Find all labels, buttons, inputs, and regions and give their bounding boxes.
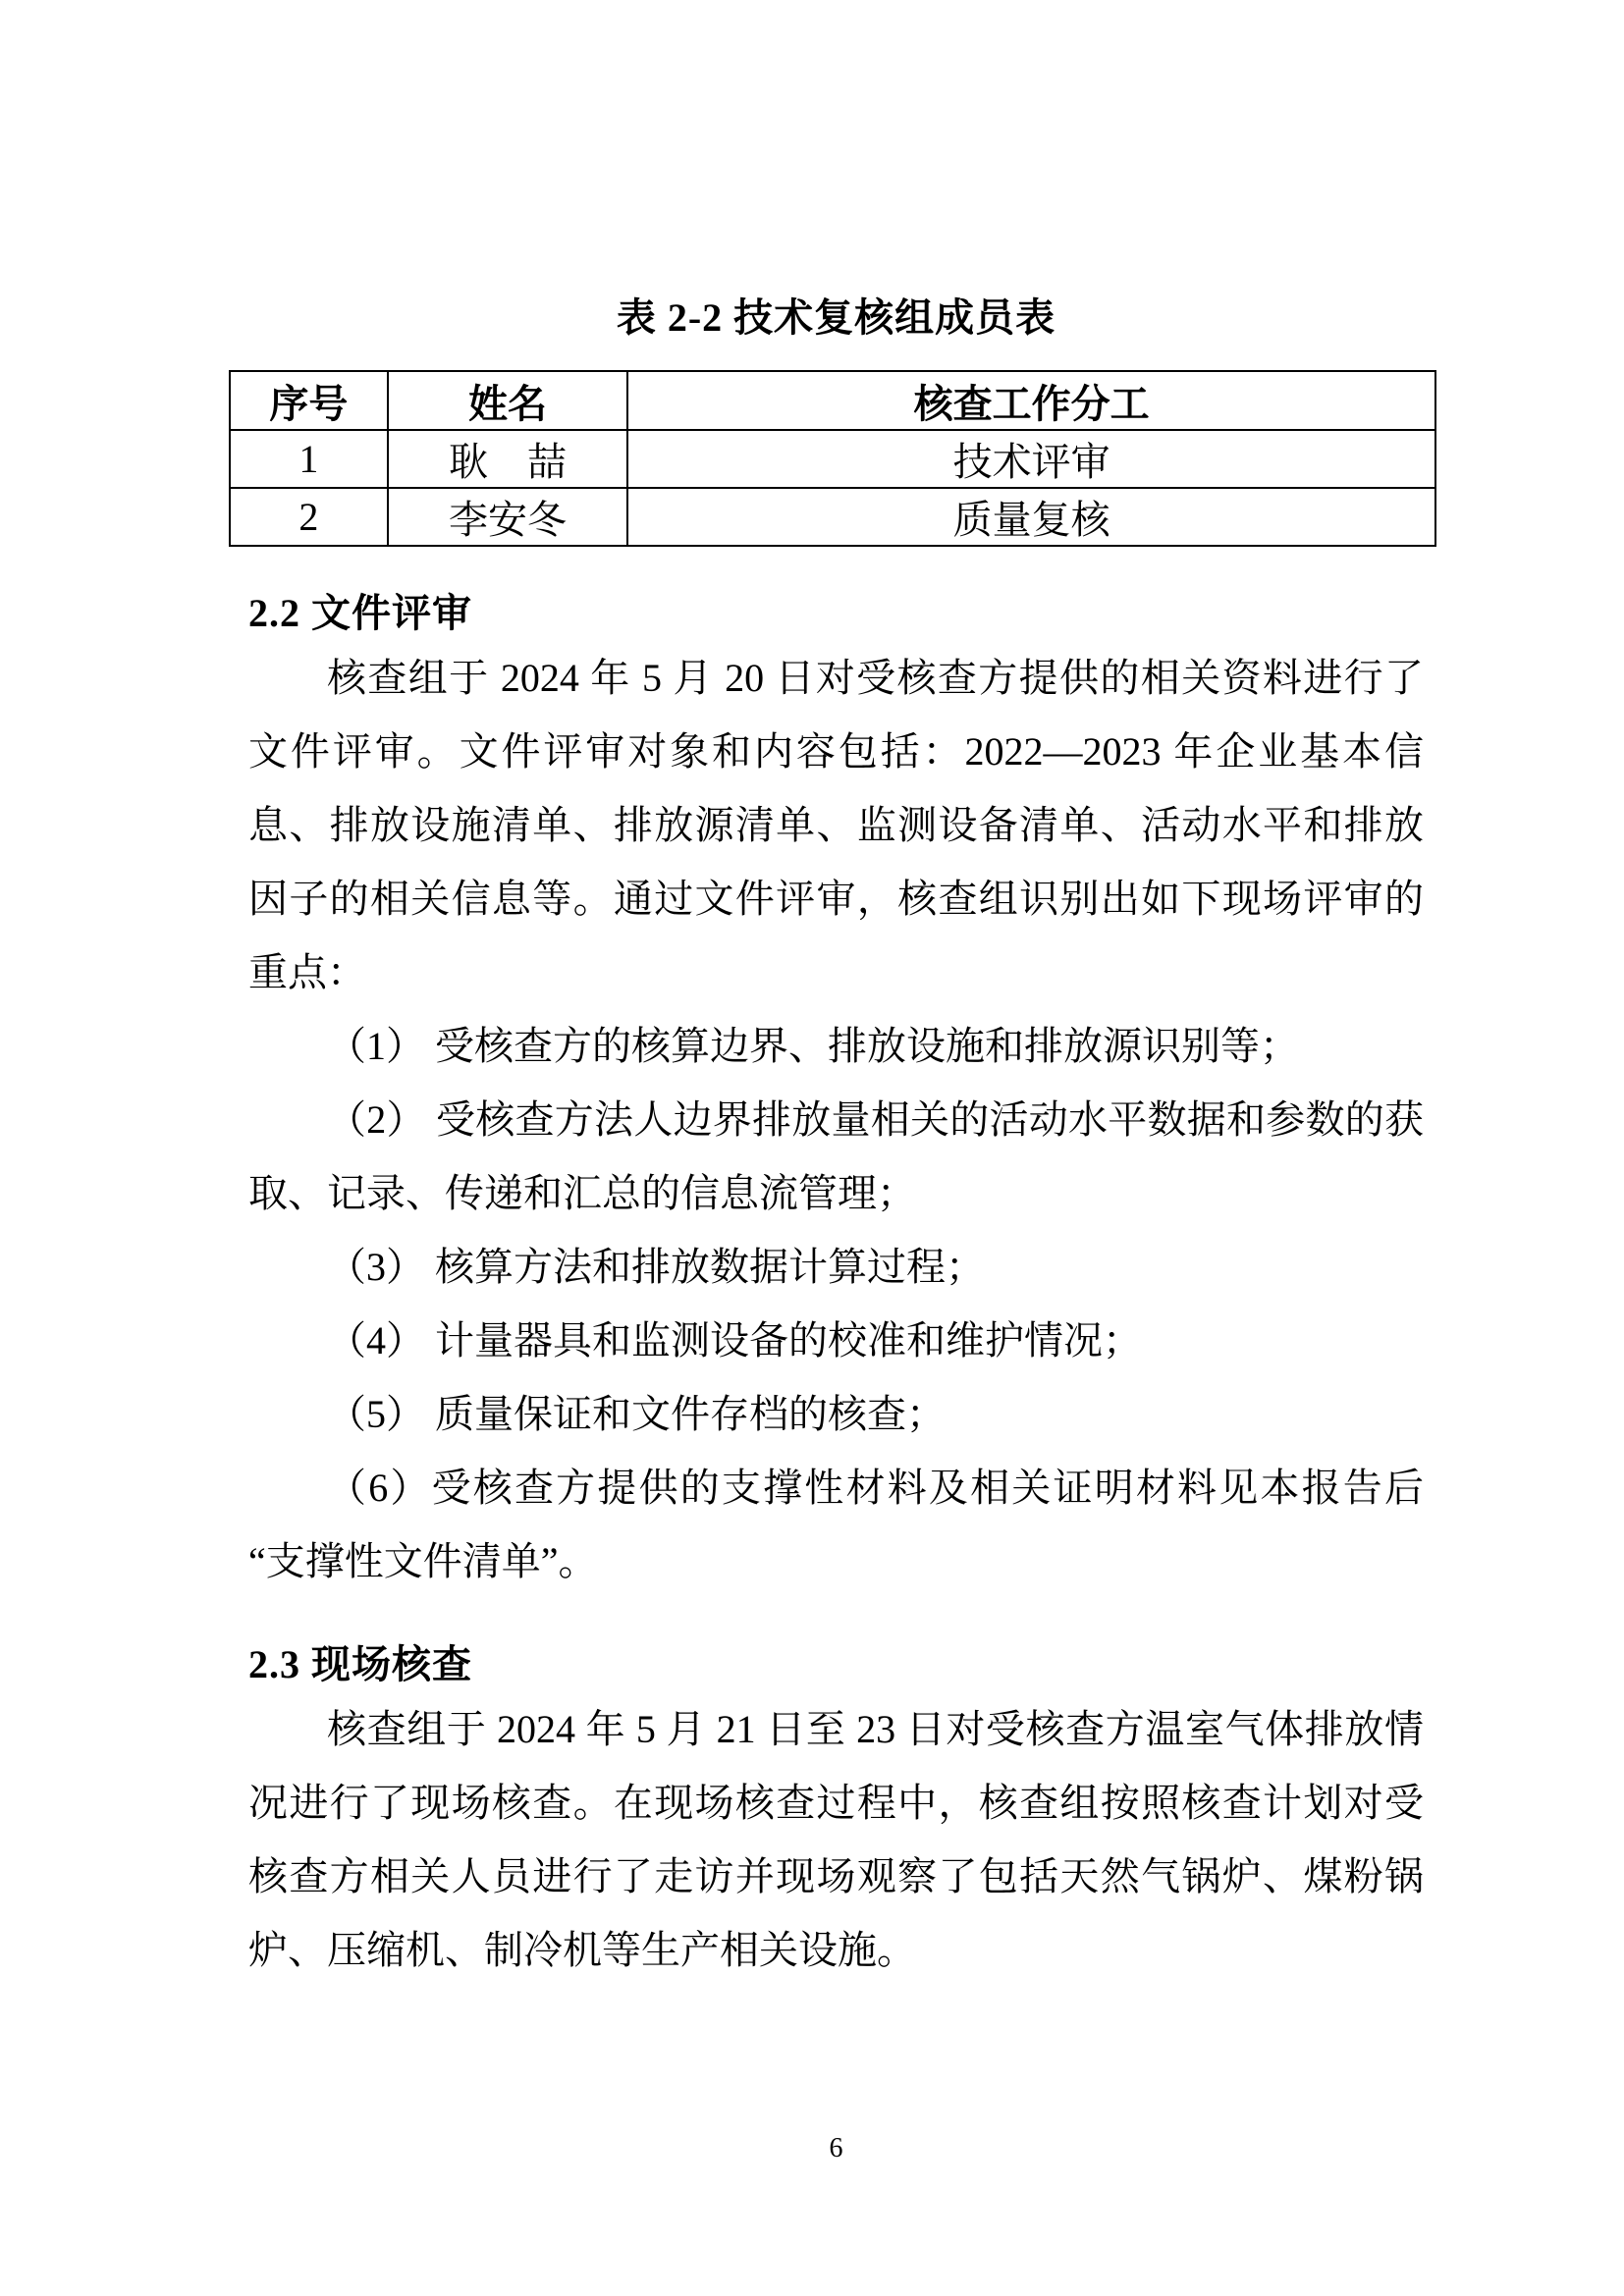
table-row bbox=[230, 488, 1435, 546]
table-header-row bbox=[230, 371, 1435, 430]
list-item-6: （6）受核查方提供的支撑性材料及相关证明材料见本报告后“支撑性文件清单”。 bbox=[248, 1466, 1424, 1583]
cell-name: 李安冬 bbox=[388, 488, 627, 546]
col-header-index: 序号 bbox=[230, 371, 388, 430]
document-content bbox=[248, 294, 1424, 1987]
cell-index: 2 bbox=[230, 488, 388, 546]
paragraph: 核查组于 2024 年 5 月 21 日至 23 日对受核查方温室气体排放情况进行了现场核查。在现场核查过程中，核查组按照核查计划对受核查方相关人员进行了走访并现场观察了包括天然气锅炉、煤粉锅炉、压缩机、制冷机等生产相关设施。 bbox=[248, 1707, 1424, 1972]
cell-duty: 质量复核 bbox=[627, 488, 1435, 546]
list-item-1: （1） 受核查方的核算边界、排放设施和排放源识别等； bbox=[327, 1024, 1299, 1068]
section-heading-2-2: 2.2 文件评审 bbox=[248, 591, 472, 635]
cell-duty: 技术评审 bbox=[627, 430, 1435, 488]
list-item-5: （5） 质量保证和文件存档的核查； bbox=[327, 1392, 946, 1436]
page-number: 6 bbox=[829, 2133, 843, 2163]
review-members-table bbox=[229, 370, 1436, 547]
list-item-2: （2） 受核查方法人边界排放量相关的活动水平数据和参数的获取、记录、传递和汇总的信息流管理； bbox=[248, 1097, 1424, 1215]
col-header-name: 姓名 bbox=[388, 371, 627, 430]
section-heading-2-3: 2.3 现场核查 bbox=[248, 1642, 472, 1686]
col-header-duty: 核查工作分工 bbox=[627, 371, 1435, 430]
cell-name: 耿 喆 bbox=[388, 430, 627, 488]
table-row bbox=[230, 430, 1435, 488]
cell-index: 1 bbox=[230, 430, 388, 488]
list-item-4: （4） 计量器具和监测设备的校准和维护情况； bbox=[327, 1318, 1142, 1362]
table-caption: 表 2-2 技术复核组成员表 bbox=[616, 295, 1056, 340]
paragraph: 核查组于 2024 年 5 月 20 日对受核查方提供的相关资料进行了文件评审。文件评审对象和内容包括：2022—2023 年企业基本信息、排放设施清单、排放源清单、监测设备清单、活动水平和排放因子的相关信息等。通过文件评审，核查组识别出如下现场评审的重点： bbox=[248, 656, 1424, 994]
list-item-3: （3） 核算方法和排放数据计算过程； bbox=[327, 1245, 985, 1289]
